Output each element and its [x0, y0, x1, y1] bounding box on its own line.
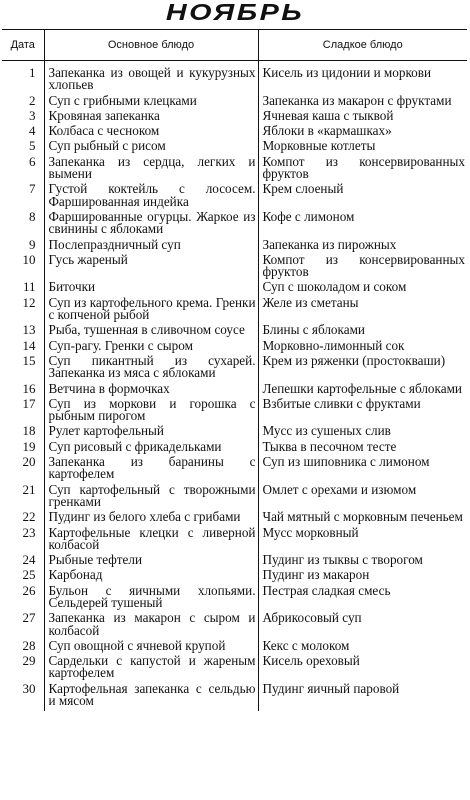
- day-number: 21: [22, 481, 36, 497]
- sweet-dish: Суп с шоколадом и соком: [258, 280, 467, 295]
- main-dish: Суп из картофельного крема. Гренки с копченой рыбой: [44, 296, 258, 324]
- main-dish: Послепраздничный суп: [44, 238, 258, 253]
- sweet-dish: Пудинг яичный паровой: [258, 682, 467, 712]
- main-dish: Суп пикантный из сухарей. Запеканка из мяса с яблоками: [44, 354, 258, 382]
- sweet-dish: Морковно-лимонный сок: [258, 339, 467, 354]
- table-row: [2, 455, 467, 483]
- sweet-dish: Пестрая сладкая смесь: [258, 584, 467, 612]
- day-number: 20: [22, 454, 36, 470]
- day-number: 7: [29, 181, 36, 197]
- sweet-dish: Запеканка из макарон с фруктами: [258, 94, 467, 109]
- main-dish: Запеканка из овощей и кукурузных хлопьев: [44, 61, 258, 94]
- day-number: 18: [22, 423, 36, 439]
- sweet-dish: Желе из сметаны: [258, 296, 467, 324]
- table-row: [2, 654, 467, 682]
- sweet-dish: Тыква в песочном тесте: [258, 440, 467, 455]
- day-number: 29: [22, 653, 36, 669]
- day-number: 23: [22, 524, 36, 540]
- header-sweet-dish: Сладкое блюдо: [258, 30, 467, 61]
- sweet-dish: Компот из консервированных фруктов: [258, 253, 467, 281]
- day-number: 6: [29, 153, 36, 169]
- day-number: 15: [22, 352, 36, 368]
- main-dish: Пудинг из белого хлеба с грибами: [44, 510, 258, 525]
- sweet-dish: Блины с яблоками: [258, 323, 467, 338]
- table-row: [2, 440, 467, 455]
- main-dish: Суп из моркови и горошка с рыбным пирогом: [44, 397, 258, 425]
- sweet-dish: Кекс с молоком: [258, 639, 467, 654]
- table-row: [2, 424, 467, 439]
- sweet-dish: Мусс из сушеных слив: [258, 424, 467, 439]
- table-row: [2, 584, 467, 612]
- sweet-dish: Кисель из цидонии и моркови: [258, 61, 467, 94]
- table-row: [2, 94, 467, 109]
- table-row: [2, 296, 467, 324]
- table-row: [2, 182, 467, 210]
- main-dish: Суп рыбный с рисом: [44, 139, 258, 154]
- table-row: [2, 382, 467, 397]
- table-row: [2, 109, 467, 124]
- table-row: [2, 354, 467, 382]
- main-dish: Запеканка из баранины с картофелем: [44, 455, 258, 483]
- main-dish: Суп с грибными клецками: [44, 94, 258, 109]
- main-dish: Биточки: [44, 280, 258, 295]
- sweet-dish: Пудинг из тыквы с творогом: [258, 553, 467, 568]
- table-row: [2, 210, 467, 238]
- day-number: 30: [22, 680, 36, 696]
- sweet-dish: Омлет с орехами и изюмом: [258, 483, 467, 511]
- main-dish: Колбаса с чесноком: [44, 124, 258, 139]
- day-number: 24: [22, 552, 36, 568]
- sweet-dish: Кисель ореховый: [258, 654, 467, 682]
- table-row: [2, 639, 467, 654]
- main-dish: Картофельная запеканка с сельдью и мясом: [44, 682, 258, 712]
- table-row: [2, 682, 467, 712]
- sweet-dish: Яблоки в «кармашках»: [258, 124, 467, 139]
- day-number: 11: [22, 279, 36, 295]
- sweet-dish: Мусс морковный: [258, 526, 467, 554]
- main-dish: Гусь жареный: [44, 253, 258, 281]
- day-number: 26: [22, 582, 36, 598]
- day-number: 12: [22, 294, 36, 310]
- main-dish: Рыба, тушенная в сливочном соусе: [44, 323, 258, 338]
- table-row: [2, 253, 467, 281]
- day-number: 10: [22, 251, 36, 267]
- day-number: 14: [22, 337, 36, 353]
- sweet-dish: Абрикосовый суп: [258, 611, 467, 639]
- table-row: [2, 323, 467, 338]
- day-number: 25: [22, 567, 36, 583]
- day-number: 4: [29, 123, 36, 139]
- day-number: 13: [22, 322, 36, 338]
- main-dish: Карбонад: [44, 568, 258, 583]
- day-number: 8: [29, 208, 36, 224]
- header-date: Дата: [2, 30, 44, 61]
- day-number: 17: [22, 395, 36, 411]
- main-dish: Суп рисовый с фрикадельками: [44, 440, 258, 455]
- day-number: 1: [29, 65, 36, 80]
- main-dish: Картофельные клецки с ливерной колбасой: [44, 526, 258, 554]
- sweet-dish: Суп из шиповника с лимоном: [258, 455, 467, 483]
- main-dish: Рыбные тефтели: [44, 553, 258, 568]
- sweet-dish: Взбитые сливки с фруктами: [258, 397, 467, 425]
- header-row: [2, 30, 467, 61]
- sweet-dish: Крем из ряженки (простокваши): [258, 354, 467, 382]
- main-dish: Суп овощной с ячневой крупой: [44, 639, 258, 654]
- sweet-dish: Компот из консервированных фруктов: [258, 155, 467, 183]
- header-main-dish: Основное блюдо: [44, 30, 258, 61]
- main-dish: Ветчина в формочках: [44, 382, 258, 397]
- sweet-dish: Крем слоеный: [258, 182, 467, 210]
- menu-table: [2, 29, 467, 711]
- main-dish: Сардельки с капустой и жареным картофелем: [44, 654, 258, 682]
- table-row: [2, 339, 467, 354]
- table-row: [2, 553, 467, 568]
- sweet-dish: Ячневая каша с тыквой: [258, 109, 467, 124]
- table-row: [2, 510, 467, 525]
- day-number: 28: [22, 637, 36, 653]
- table-body: [2, 61, 467, 712]
- day-number: 19: [22, 438, 36, 454]
- table-row: [2, 397, 467, 425]
- sweet-dish: Пудинг из макарон: [258, 568, 467, 583]
- table-row: [2, 124, 467, 139]
- sweet-dish: Морковные котлеты: [258, 139, 467, 154]
- table-row: [2, 526, 467, 554]
- table-row: [2, 155, 467, 183]
- main-dish: Бульон с яичными хлопьями. Сельдерей тушеный: [44, 584, 258, 612]
- page-title: НОЯБРЬ: [165, 0, 305, 25]
- table-row: [2, 483, 467, 511]
- main-dish: Рулет картофельный: [44, 424, 258, 439]
- sweet-dish: Чай мятный с морковным печеньем: [258, 510, 467, 525]
- sweet-dish: Запеканка из пирожных: [258, 238, 467, 253]
- table-row: [2, 611, 467, 639]
- day-number: 22: [22, 509, 36, 525]
- table-row: [2, 139, 467, 154]
- main-dish: Фаршированные огурцы. Жаркое из свинины с яблоками: [44, 210, 258, 238]
- day-number: 2: [29, 92, 36, 108]
- main-dish: Запеканка из макарон с сыром и колбасой: [44, 611, 258, 639]
- day-number: 3: [29, 107, 36, 123]
- main-dish: Запеканка из сердца, легких и вымени: [44, 155, 258, 183]
- main-dish: Суп-рагу. Гренки с сыром: [44, 339, 258, 354]
- main-dish: Кровяная запеканка: [44, 109, 258, 124]
- table-row: [2, 568, 467, 583]
- table-row: [2, 280, 467, 295]
- main-dish: Густой коктейль с лососем. Фаршированная индейка: [44, 182, 258, 210]
- table-header: [2, 30, 467, 61]
- day-number: 5: [29, 138, 36, 154]
- table-row: [2, 238, 467, 253]
- day-number: 9: [29, 236, 36, 252]
- sweet-dish: Лепешки картофельные с яблоками: [258, 382, 467, 397]
- sweet-dish: Кофе с лимоном: [258, 210, 467, 238]
- table-row: [2, 61, 467, 94]
- day-number: 16: [22, 380, 36, 396]
- day-number: 27: [22, 610, 36, 626]
- main-dish: Суп картофельный с творожными гренками: [44, 483, 258, 511]
